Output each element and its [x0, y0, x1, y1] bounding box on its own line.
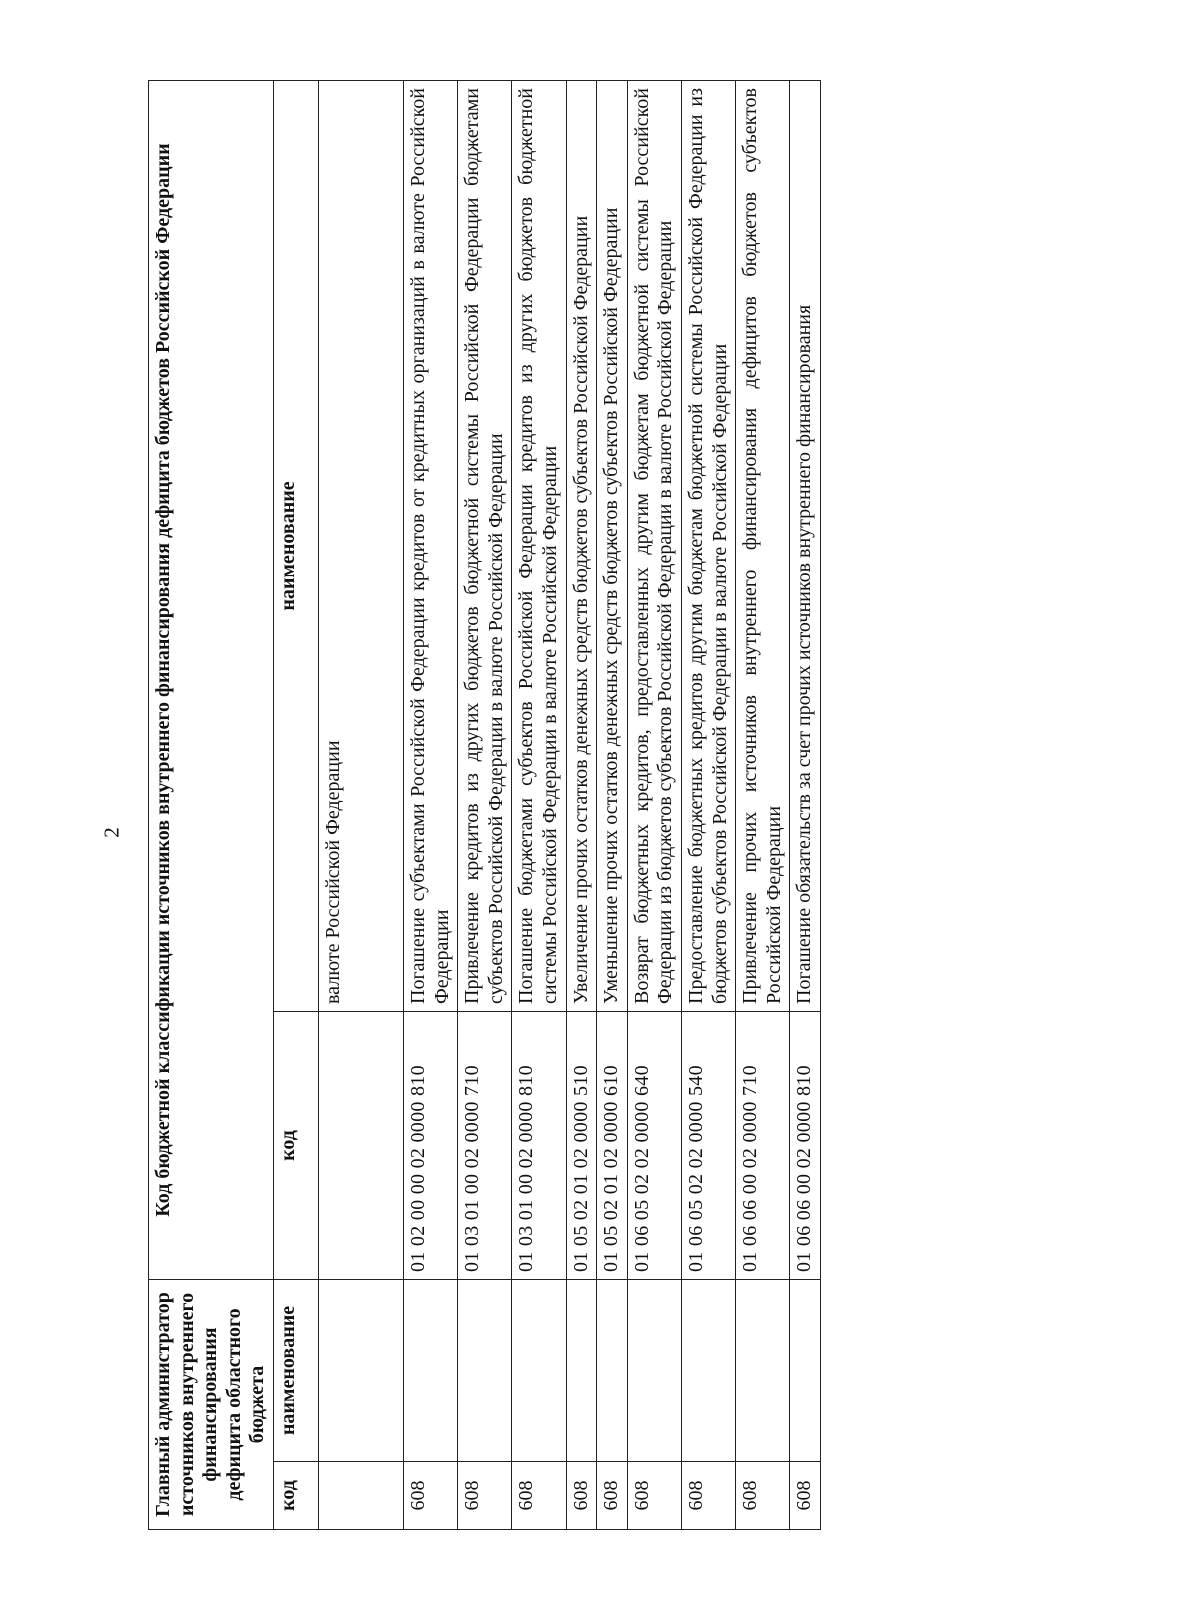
- cell-admin-name: [681, 1280, 735, 1462]
- table-header-row-columns: [273, 81, 318, 1530]
- cell-admin-name: [512, 1280, 566, 1462]
- table-row: [566, 81, 597, 1530]
- cell-admin-name: [566, 1280, 597, 1462]
- table-row: [512, 81, 566, 1530]
- table-row: [627, 81, 681, 1530]
- cell-budget-code: 01 05 02 01 02 0000 610: [597, 1012, 628, 1280]
- cell-admin-name: [627, 1280, 681, 1462]
- table-row: [681, 81, 735, 1530]
- table-row-continuation: [318, 81, 403, 1530]
- cell-admin-code: 608: [736, 1462, 790, 1530]
- cell-admin-name: [597, 1280, 628, 1462]
- cell-budget-name: Привлечение кредитов из других бюджетов бюджетной системы Российской Федерации бюджетами субъектов Российской Федерации в валюте Российской Федерации: [458, 81, 512, 1012]
- header-admin-group: Главный администратор источников внутреннего финансирования дефицита областного бюджета: [149, 1280, 274, 1530]
- cell-budget-name: Возврат бюджетных кредитов, предоставленных другим бюджетам бюджетной системы Российской Федерации из бюджетов субъектов Российской Федерации в валюте Российской Федерации: [627, 81, 681, 1012]
- cell-admin-code: 608: [512, 1462, 566, 1530]
- table-row: [736, 81, 790, 1530]
- cell-budget-name: Погашение бюджетами субъектов Российской Федерации кредитов из других бюджетов бюджетной системы Российской Федерации в валюте Российской Федерации: [512, 81, 566, 1012]
- cell-budget-name: Увеличение прочих остатков денежных средств бюджетов субъектов Российской Федерации: [566, 81, 597, 1012]
- cell-admin-code: 608: [681, 1462, 735, 1530]
- cell-budget-name: Погашение субъектами Российской Федерации кредитов от кредитных организаций в валюте Российской Федерации: [403, 81, 457, 1012]
- cell-admin-code: 608: [790, 1462, 821, 1530]
- header-admin-name: наименование: [273, 1280, 318, 1462]
- cell-budget-code: 01 03 01 00 02 0000 710: [458, 1012, 512, 1280]
- header-classification-group: Код бюджетной классификации источников внутреннего финансирования дефицита бюджетов Российской Федерации: [149, 81, 274, 1280]
- cell-admin-code: 608: [627, 1462, 681, 1530]
- cell-budget-code: 01 06 06 00 02 0000 810: [790, 1012, 821, 1280]
- cell-budget-code: 01 05 02 01 02 0000 510: [566, 1012, 597, 1280]
- header-budget-code: код: [273, 1012, 318, 1280]
- cell-admin-code: 608: [458, 1462, 512, 1530]
- table-header-row-group: [149, 81, 274, 1530]
- cell-admin-code: 608: [597, 1462, 628, 1530]
- cell-admin-name: [403, 1280, 457, 1462]
- cell-admin-code: 608: [566, 1462, 597, 1530]
- cell-budget-name: Предоставление бюджетных кредитов другим бюджетам бюджетной системы Российской Федерации из бюджетов субъектов Российской Федерации в валюте Российской Федерации: [681, 81, 735, 1012]
- cell-budget-name: Уменьшение прочих остатков денежных средств бюджетов субъектов Российской Федерации: [597, 81, 628, 1012]
- cell-admin-name: [458, 1280, 512, 1462]
- cell-budget-name: Привлечение прочих источников внутреннего финансирования дефицитов бюджетов субъектов Российской Федерации: [736, 81, 790, 1012]
- page-number: 2: [99, 827, 124, 838]
- header-admin-code: код: [273, 1462, 318, 1530]
- cell-budget-code: [318, 1012, 403, 1280]
- cell-admin-code: [318, 1462, 403, 1530]
- table-row: [403, 81, 457, 1530]
- cell-budget-code: 01 06 05 02 02 0000 640: [627, 1012, 681, 1280]
- cell-budget-name: Погашение обязательств за счет прочих источников внутреннего финансирования: [790, 81, 821, 1012]
- cell-admin-code: 608: [403, 1462, 457, 1530]
- table-row: [790, 81, 821, 1530]
- cell-budget-code: 01 06 06 00 02 0000 710: [736, 1012, 790, 1280]
- table-row: [597, 81, 628, 1530]
- cell-budget-code: 01 02 00 00 02 0000 810: [403, 1012, 457, 1280]
- cell-admin-name: [736, 1280, 790, 1462]
- header-budget-name: наименование: [273, 81, 318, 1012]
- cell-budget-code: 01 03 01 00 02 0000 810: [512, 1012, 566, 1280]
- cell-admin-name: [790, 1280, 821, 1462]
- budget-classification-table: [148, 80, 821, 1530]
- cell-admin-name: [318, 1280, 403, 1462]
- document-body: [148, 40, 1108, 1530]
- table-row: [458, 81, 512, 1530]
- cell-budget-name: валюте Российской Федерации: [318, 81, 403, 1012]
- cell-budget-code: 01 06 05 02 02 0000 540: [681, 1012, 735, 1280]
